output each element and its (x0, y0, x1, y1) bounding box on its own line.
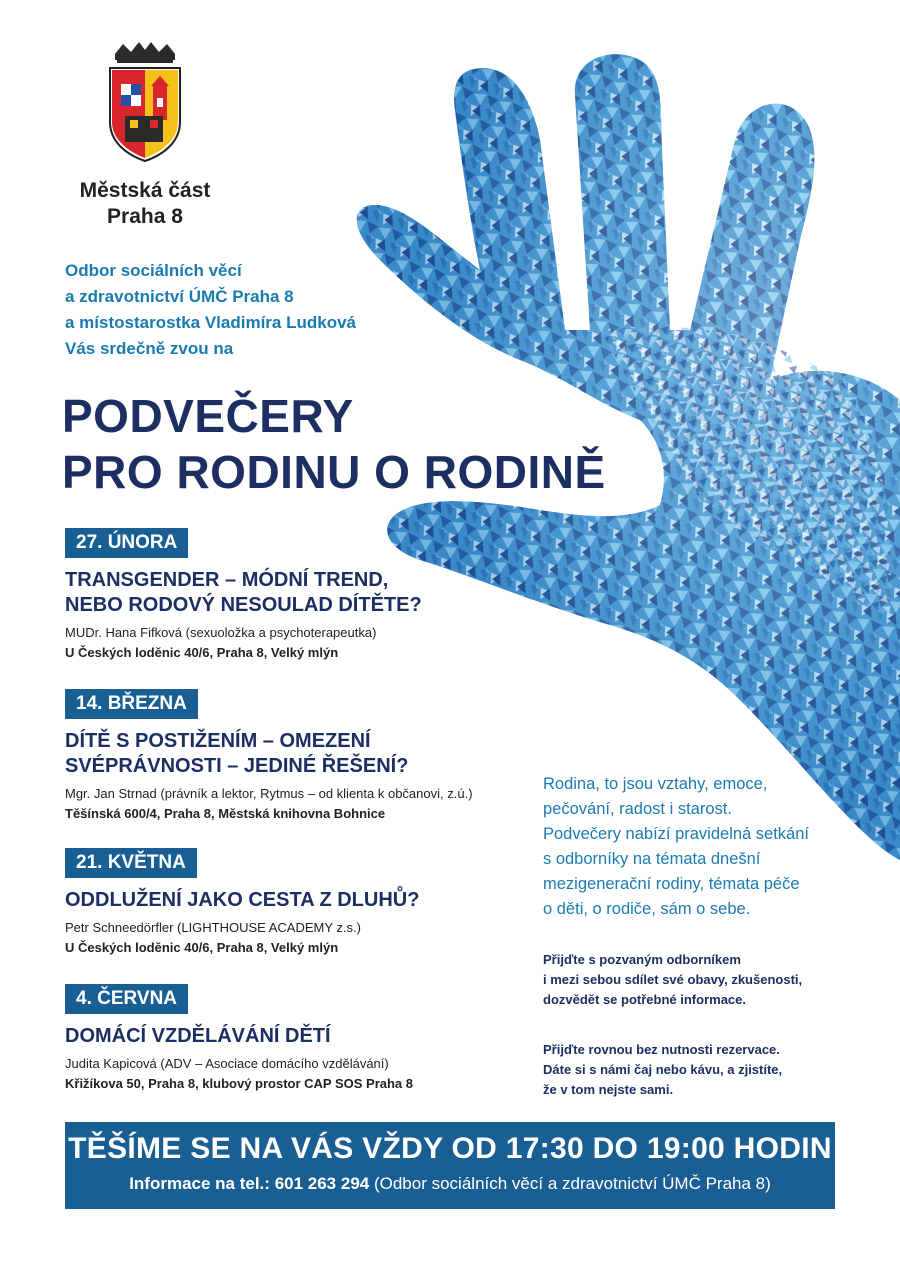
logo-line-1: Městská část (79, 179, 211, 202)
intro-line-2: a zdravotnictví ÚMČ Praha 8 (65, 287, 294, 306)
event-date-badge: 21. KVĚTNA (65, 848, 197, 878)
event-speaker: Mgr. Jan Strnad (právník a lektor, Rytmus – od klienta k občanovi, z.ú.) (65, 786, 473, 801)
note-no-reservation (543, 1040, 782, 1100)
title-line-1: PODVEČERY (62, 390, 354, 442)
note-line: Dáte si s námi čaj nebo kávu, a zjistíte, (543, 1062, 783, 1077)
description-line: s odborníky na témata dnešní (543, 850, 761, 868)
event-title (65, 568, 535, 618)
event-speaker: Judita Kapicová (ADV – Asociace domácího vzdělávání) (65, 1056, 389, 1071)
event-title (65, 888, 535, 913)
event-speaker: MUDr. Hana Fifková (sexuoložka a psychoterapeutka) (65, 625, 377, 640)
event-speaker: Petr Schneedörfler (LIGHTHOUSE ACADEMY z.s.) (65, 920, 361, 935)
event-title-line-2: NEBO RODOVÝ NESOULAD DÍTĚTE? (65, 594, 422, 616)
description-line: mezigenerační rodiny, témata péče (543, 875, 800, 893)
description-line: o děti, o rodiče, sám o sebe. (543, 900, 751, 918)
note-line: dozvědět se potřebné informace. (543, 992, 746, 1007)
intro-line-4: Vás srdečně zvou na (65, 339, 234, 358)
praha8-coat-of-arms (105, 40, 185, 165)
event-title (65, 729, 535, 779)
description-line: Podvečery nabízí pravidelná setkání (543, 825, 809, 843)
page-title (62, 388, 606, 500)
event-date-badge: 27. ÚNORA (65, 528, 188, 558)
note-line: Přijďte rovnou bez nutnosti rezervace. (543, 1042, 780, 1057)
event-place: Těšínská 600/4, Praha 8, Městská knihovna Bohnice (65, 806, 386, 821)
banner-headline: TĚŠÍME SE NA VÁS VŽDY OD 17:30 DO 19:00 HODIN (68, 1132, 832, 1165)
contact-office: (Odbor sociálních věcí a zdravotnictví ÚMČ Praha 8) (373, 1174, 771, 1193)
note-line: i mezi sebou sdílet své obavy, zkušenosti, (543, 972, 803, 987)
event-date-badge: 14. BŘEZNA (65, 689, 198, 719)
event-title-line-1: DOMÁCÍ VZDĚLÁVÁNÍ DĚTÍ (65, 1025, 331, 1047)
event-3 (65, 848, 535, 958)
event-place: U Českých loděnic 40/6, Praha 8, Velký mlýn (65, 645, 339, 660)
event-title (65, 1024, 535, 1049)
contact-label: Informace na tel.: (129, 1174, 270, 1193)
event-title-line-1: TRANSGENDER – MÓDNÍ TREND, (65, 569, 389, 591)
logo-caption (40, 178, 250, 230)
event-1 (65, 528, 535, 663)
invitation-intro (65, 258, 505, 362)
bottom-banner (65, 1122, 835, 1209)
event-title-line-1: ODDLUŽENÍ JAKO CESTA Z DLUHŮ? (65, 889, 420, 911)
note-share (543, 950, 802, 1010)
description-paragraph (543, 772, 873, 922)
event-date-badge: 4. ČERVNA (65, 984, 188, 1014)
intro-line-3: a místostarostka Vladimíra Ludková (65, 313, 356, 332)
event-4 (65, 984, 535, 1094)
banner-contact (65, 1173, 835, 1195)
intro-line-1: Odbor sociálních věcí (65, 261, 242, 280)
event-place: U Českých loděnic 40/6, Praha 8, Velký mlýn (65, 940, 339, 955)
logo-line-2: Praha 8 (107, 205, 183, 228)
event-place: Křižíkova 50, Praha 8, klubový prostor CAP SOS Praha 8 (65, 1076, 414, 1091)
note-line: Přijďte s pozvaným odborníkem (543, 952, 741, 967)
event-2 (65, 689, 535, 824)
event-title-line-2: SVÉPRÁVNOSTI – JEDINÉ ŘEŠENÍ? (65, 755, 409, 777)
event-title-line-1: DÍTĚ S POSTIŽENÍM – OMEZENÍ (65, 730, 371, 752)
description-line: pečování, radost i starost. (543, 800, 732, 818)
description-line: Rodina, to jsou vztahy, emoce, (543, 775, 768, 793)
note-line: že v tom nejste sami. (543, 1082, 674, 1097)
phone-number[interactable]: 601 263 294 (274, 1174, 370, 1193)
title-line-2: PRO RODINU O RODINĚ (62, 446, 606, 498)
